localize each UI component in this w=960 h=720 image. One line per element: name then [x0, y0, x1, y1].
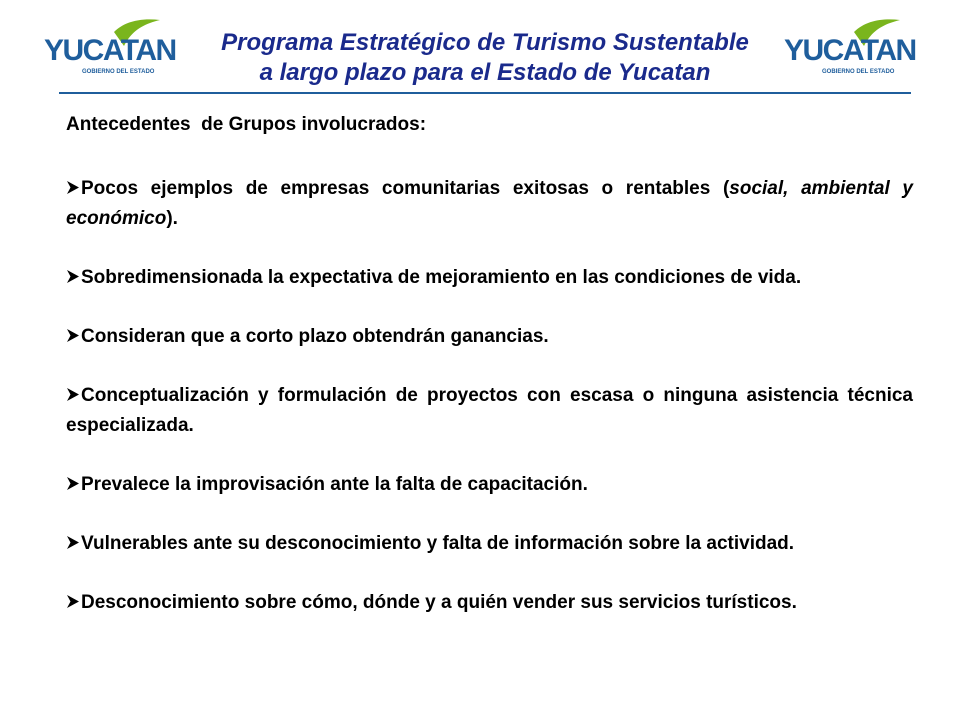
arrow-bullet-icon: [66, 180, 80, 195]
bullet-item: [66, 322, 913, 352]
bullet-text: Desconocimiento sobre cómo, dónde y a quién vender sus servicios turísticos.: [81, 592, 797, 613]
yucatan-logo-right: [784, 16, 924, 86]
yucatan-logo-left: [44, 16, 184, 86]
logo-subtext: GOBIERNO DEL ESTADO: [822, 69, 895, 75]
bullet-text-pre: Pocos ejemplos de empresas comunitarias exitosas o rentables (: [81, 178, 730, 199]
bullet-item: [66, 174, 913, 234]
bullet-text: Prevalece la improvisación ante la falta de capacitación.: [81, 474, 588, 495]
arrow-bullet-icon: [66, 328, 80, 343]
page-title: [175, 28, 795, 88]
bullet-text: Vulnerables ante su desconocimiento y falta de información sobre la actividad.: [81, 533, 795, 554]
section-heading: Antecedentes de Grupos involucrados:: [66, 114, 427, 135]
bullet-text-post: ).: [166, 208, 178, 229]
logo-text: YUCATAN: [784, 34, 916, 67]
bullet-item: [66, 470, 913, 500]
arrow-bullet-icon: [66, 387, 80, 402]
title-line-1: Programa Estratégico de Turismo Sustentable: [221, 29, 749, 56]
logo-text: YUCATAN: [44, 34, 176, 67]
bullet-item: [66, 263, 913, 293]
header-divider: [59, 92, 911, 94]
bullet-item: [66, 529, 913, 559]
arrow-bullet-icon: [66, 535, 80, 550]
title-line-2: a largo plazo para el Estado de Yucatan: [259, 59, 711, 86]
bullet-text-emphasis: social, ambiental y económico: [66, 178, 913, 229]
bullet-item: [66, 381, 913, 441]
arrow-bullet-icon: [66, 594, 80, 609]
arrow-bullet-icon: [66, 269, 80, 284]
bullet-text: Sobredimensionada la expectativa de mejoramiento en las condiciones de vida.: [81, 267, 802, 288]
bullet-text: Consideran que a corto plazo obtendrán ganancias.: [81, 326, 549, 347]
logo-subtext: GOBIERNO DEL ESTADO: [82, 69, 155, 75]
bullet-item: [66, 588, 913, 618]
arrow-bullet-icon: [66, 476, 80, 491]
bullet-list: [66, 174, 913, 647]
bullet-text: Conceptualización y formulación de proyectos con escasa o ninguna asistencia técnica especializada.: [66, 385, 913, 436]
